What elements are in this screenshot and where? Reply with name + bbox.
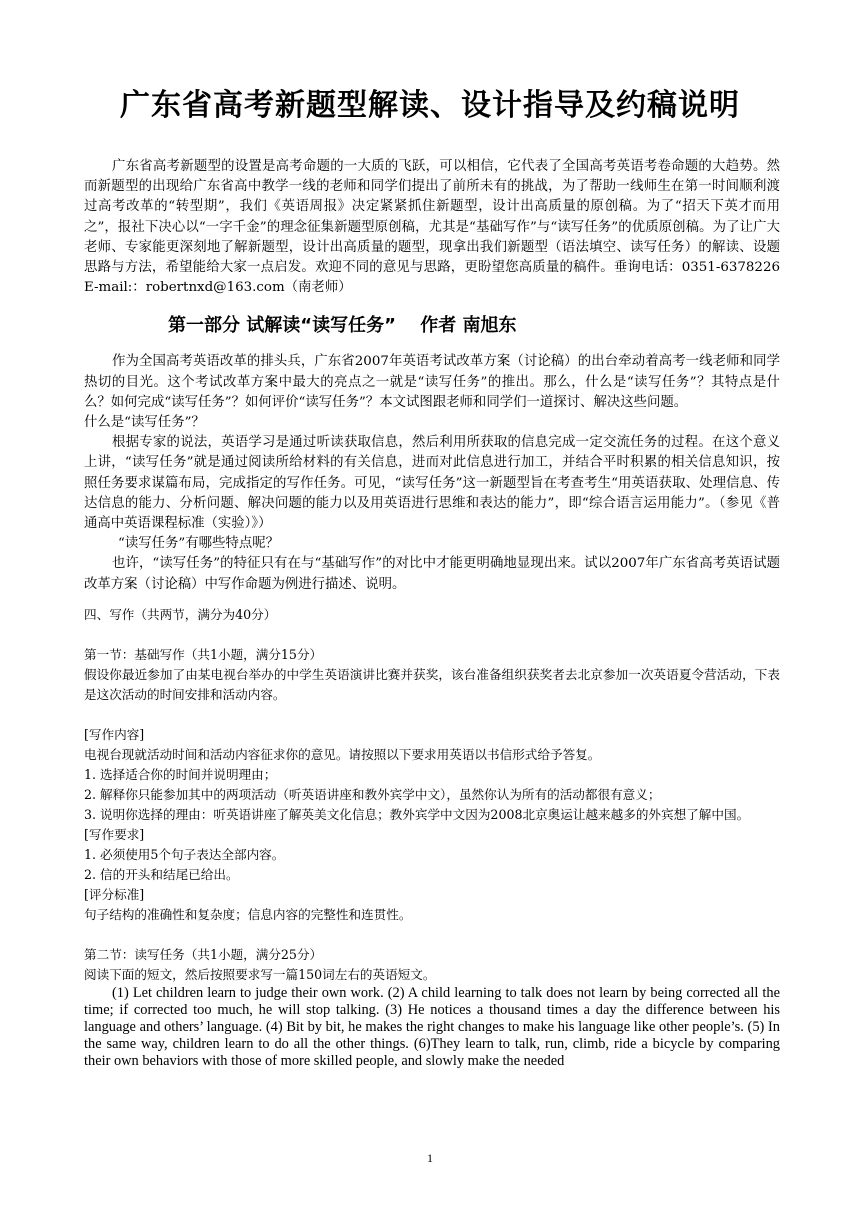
section-2-title: 第二节：读写任务（共1小题，满分25分） bbox=[84, 946, 323, 962]
section-4-heading: 四、写作（共两节，满分为40分） bbox=[84, 606, 277, 622]
page-number: 1 bbox=[427, 1151, 433, 1165]
intro-paragraph: 广东省高考新题型的设置是高考命题的一大质的飞跃，可以相信，它代表了全国高考英语考卷命题的大趋势。然而新题型的出现给广东省高中教学一线的老师和同学们提出了前所未有的挑战，为了帮助一线师生在第一时间顺利渡过高考改革的“转型期”，我们《英语周报》决定紧紧抓住新题型，设计出高质量的原创稿。为了“招天下英才而用之”，报社下决心以“一字千金”的理念征集新题型原创稿，尤其是“基础写作”与“读写任务”的优质原创稿。为了让广大老师、专家能更深刻地了解新题型，设计出高质量的题型，现拿出我们新题型（语法填空、读写任务）的解读、设题思路与方法，希望能给大家一点启发。欢迎不同的意见与思路，更盼望您高质量的稿件。垂询电话：0351-6378226 E-mail:：robertnxd@163.com（南老师） bbox=[84, 159, 807, 296]
question-1: 什么是“读写任务”？ bbox=[84, 415, 205, 431]
document-body bbox=[84, 157, 807, 1070]
writing-content-item-1: 1. 选择适合你的时间并说明理由； bbox=[84, 766, 277, 782]
paragraph-3: 也许，“读写任务”的特征只有在与“基础写作”的对比中才能更明确地显现出来。试以2007年广东省高考英语试题改革方案（讨论稿）中写作命题为例进行描述、说明。 bbox=[84, 556, 780, 592]
writing-requirement-2: 2. 信的开头和结尾已给出。 bbox=[84, 866, 239, 882]
scoring-criteria-description: 句子结构的准确性和复杂度；信息内容的完整性和连贯性。 bbox=[84, 906, 412, 922]
part1-heading: 第一部分 试解读“读写任务” 作者 南旭东 bbox=[168, 315, 517, 337]
section-2-description: 阅读下面的短文，然后按照要求写一篇150词左右的英语短文。 bbox=[84, 966, 436, 982]
writing-content-item-3: 3. 说明你选择的理由：听英语讲座了解英美文化信息；教外宾学中文因为2008北京奥运让越来越多的外宾想了解中国。 bbox=[84, 806, 750, 822]
writing-requirement-1: 1. 必须使用5个句子表达全部内容。 bbox=[84, 846, 285, 862]
section-1-title: 第一节：基础写作（共1小题，满分15分） bbox=[84, 646, 323, 662]
writing-content-item-2: 2. 解释你只能参加其中的两项活动（听英语讲座和教外宾学中文），虽然你认为所有的活动都很有意义； bbox=[84, 786, 661, 802]
scoring-criteria-label: [评分标准] bbox=[84, 886, 145, 902]
reading-passage: (1) Let children learn to judge their own work. (2) A child learning to talk does not learn by being corrected all the time; if corrected too much, he will stop talking. (3) He notices a thousand times a day the difference between his language and others’ language. (4) Bit by bit, he makes the right changes to make his language like other people’s. (5) In the same way, children learn to do all the other things. (6)They learn to talk, run, climb, ride a bicycle by comparing their own behaviors with those of more skilled people, and slowly make the needed bbox=[84, 984, 780, 1069]
writing-requirements-label: [写作要求] bbox=[84, 826, 145, 842]
page-title: 广东省高考新题型解读、设计指导及约稿说明 bbox=[120, 88, 740, 123]
section-1-description: 假设你最近参加了由某电视台举办的中学生英语演讲比赛并获奖，该台准备组织获奖者去北京参加一次英语夏令营活动，下表是这次活动的时间安排和活动内容。 bbox=[84, 666, 780, 702]
writing-content-description: 电视台现就活动时间和活动内容征求你的意见。请按照以下要求用英语以书信形式给予答复。 bbox=[84, 746, 601, 762]
question-2: “读写任务”有哪些特点呢？ bbox=[118, 536, 279, 552]
paragraph-2: 根据专家的说法，英语学习是通过听读获取信息，然后利用所获取的信息完成一定交流任务的过程。在这个意义上讲，“读写任务”就是通过阅读所给材料的有关信息，进而对此信息进行加工，并结合平时积累的相关信息知识，按照任务要求谋篇布局，完成指定的写作任务。可见，“读写任务”这一新题型旨在考查考生“用英语获取、处理信息、传达信息的能力、分析问题、解决问题的能力以及用英语进行思维和表达的能力”，即“综合语言运用能力”。（参见《普通高中英语课程标准（实验）》） bbox=[84, 435, 780, 532]
writing-content-label: [写作内容] bbox=[84, 726, 145, 742]
paragraph-1: 作为全国高考英语改革的排头兵，广东省2007年英语考试改革方案（讨论稿）的出台牵动着高考一线老师和同学热切的目光。这个考试改革方案中最大的亮点之一就是“读写任务”的推出。那么，什么是“读写任务”？其特点是什么？如何完成“读写任务”？如何评价“读写任务”？本文试图跟老师和同学们一道探讨、解决这些问题。 bbox=[84, 354, 780, 410]
